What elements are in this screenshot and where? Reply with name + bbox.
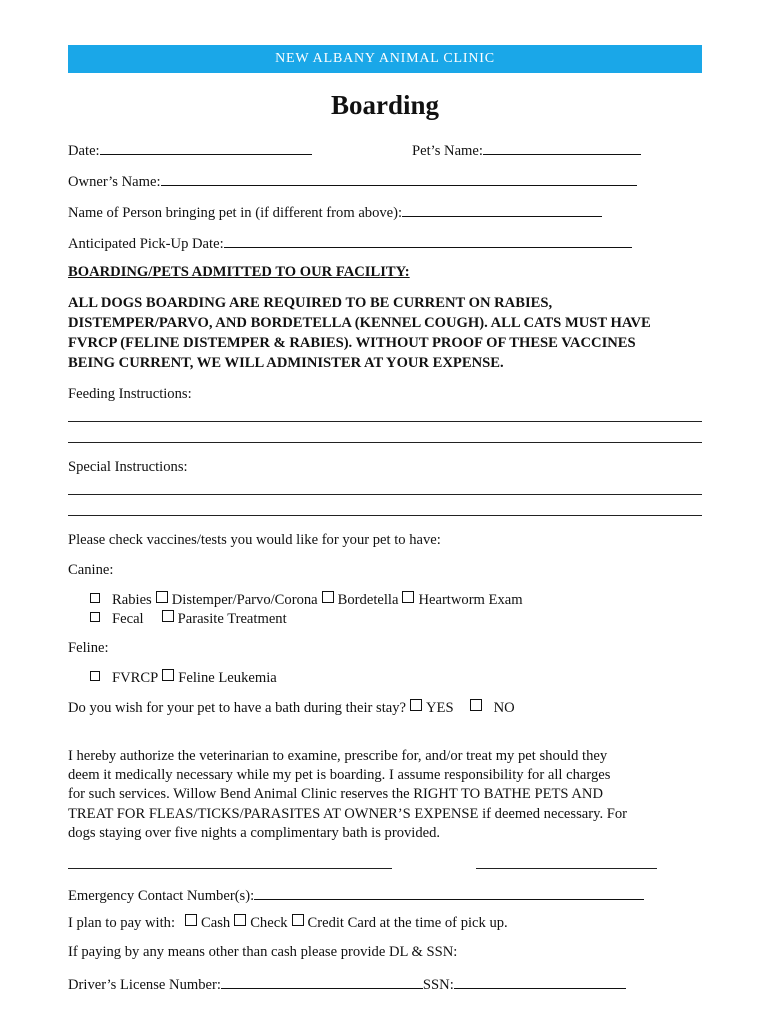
owner-name-field[interactable] bbox=[161, 171, 637, 186]
policy-line-1: ALL DOGS BOARDING ARE REQUIRED TO BE CURRENT ON RABIES, bbox=[68, 295, 553, 311]
pet-name-label: Pet’s Name: bbox=[412, 143, 483, 159]
pickup-row bbox=[68, 233, 632, 253]
person-bringing-field[interactable] bbox=[402, 202, 602, 217]
dl-ssn-row bbox=[68, 974, 626, 994]
special-line-2[interactable] bbox=[68, 515, 702, 516]
bath-no-label: NO bbox=[493, 700, 515, 716]
emergency-row bbox=[68, 885, 644, 905]
pet-name-row bbox=[412, 140, 641, 160]
person-bringing-label: Name of Person bringing pet in (if different from above): bbox=[68, 205, 403, 221]
parasite-checkbox[interactable] bbox=[162, 610, 174, 622]
cash-label: Cash bbox=[201, 915, 231, 931]
clinic-banner: NEW ALBANY ANIMAL CLINIC bbox=[68, 45, 702, 73]
feline-label: Feline: bbox=[68, 640, 109, 656]
parasite-label: Parasite Treatment bbox=[177, 611, 287, 627]
check-label: Check bbox=[250, 915, 288, 931]
date-row bbox=[68, 140, 312, 160]
owner-signature-line[interactable] bbox=[68, 868, 392, 869]
dl-label: Driver’s License Number: bbox=[68, 977, 221, 993]
bath-question: Do you wish for your pet to have a bath during their stay? bbox=[68, 700, 407, 716]
authorization-line-5: dogs staying over five nights a complimentary bath is provided. bbox=[68, 825, 441, 841]
pet-name-field[interactable] bbox=[483, 140, 641, 155]
ssn-field[interactable] bbox=[454, 974, 626, 989]
bordetella-label: Bordetella bbox=[337, 592, 399, 608]
rabies-checkbox[interactable] bbox=[90, 593, 100, 603]
bath-no-checkbox[interactable] bbox=[470, 699, 482, 711]
fvrcp-label: FVRCP bbox=[112, 670, 159, 686]
canine-label: Canine: bbox=[68, 562, 114, 578]
special-line-1[interactable] bbox=[68, 494, 702, 495]
date-field[interactable] bbox=[100, 140, 312, 155]
page-title: Boarding bbox=[330, 90, 440, 120]
fvrcp-checkbox[interactable] bbox=[90, 671, 100, 681]
emergency-label: Emergency Contact Number(s): bbox=[68, 888, 255, 904]
policy-heading: BOARDING/PETS ADMITTED TO OUR FACILITY: bbox=[68, 264, 410, 280]
authorization-line-1: I hereby authorize the veterinarian to examine, prescribe for, and/or treat my pet should they bbox=[68, 748, 608, 764]
dl-note: If paying by any means other than cash please provide DL & SSN: bbox=[68, 944, 458, 960]
special-label: Special Instructions: bbox=[68, 459, 188, 475]
payment-row bbox=[68, 914, 508, 932]
canine-options-row-2 bbox=[90, 610, 287, 628]
fecal-checkbox[interactable] bbox=[90, 612, 100, 622]
feline-options-row bbox=[90, 669, 277, 687]
authorization-line-3: for such services. Willow Bend Animal Clinic reserves the RIGHT TO BATHE PETS AND bbox=[68, 786, 603, 802]
distemper-label: Distemper/Parvo/Corona bbox=[171, 592, 318, 608]
rabies-label: Rabies bbox=[112, 592, 152, 608]
feeding-label: Feeding Instructions: bbox=[68, 386, 192, 402]
feeding-line-1[interactable] bbox=[68, 421, 702, 422]
pay-label: I plan to pay with: bbox=[68, 915, 176, 931]
feline-leukemia-label: Feline Leukemia bbox=[178, 670, 277, 686]
fecal-label: Fecal bbox=[112, 611, 144, 627]
heartworm-label: Heartworm Exam bbox=[418, 592, 523, 608]
vaccines-prompt: Please check vaccines/tests you would like for your pet to have: bbox=[68, 532, 441, 548]
canine-options-row-1 bbox=[90, 591, 523, 609]
authorization-line-2: deem it medically necessary while my pet is boarding. I assume responsibility for all charges bbox=[68, 767, 611, 783]
bath-row bbox=[68, 699, 515, 717]
heartworm-checkbox[interactable] bbox=[402, 591, 414, 603]
credit-checkbox[interactable] bbox=[292, 914, 304, 926]
credit-label: Credit Card at the time of pick up. bbox=[307, 915, 508, 931]
owner-name-row bbox=[68, 171, 637, 191]
policy-line-3: FVRCP (FELINE DISTEMPER & RABIES). WITHOUT PROOF OF THESE VACCINES bbox=[68, 335, 636, 351]
feline-leukemia-checkbox[interactable] bbox=[162, 669, 174, 681]
distemper-checkbox[interactable] bbox=[156, 591, 168, 603]
check-checkbox[interactable] bbox=[234, 914, 246, 926]
bath-yes-label: YES bbox=[426, 700, 454, 716]
feeding-line-2[interactable] bbox=[68, 442, 702, 443]
date-label: Date: bbox=[68, 143, 100, 159]
ssn-label: SSN: bbox=[422, 977, 454, 993]
dl-field[interactable] bbox=[221, 974, 423, 989]
cash-checkbox[interactable] bbox=[185, 914, 197, 926]
pickup-label: Anticipated Pick-Up Date: bbox=[68, 236, 224, 252]
policy-line-4: BEING CURRENT, WE WILL ADMINISTER AT YOUR EXPENSE. bbox=[68, 355, 504, 371]
emergency-field[interactable] bbox=[254, 885, 644, 900]
bordetella-checkbox[interactable] bbox=[322, 591, 334, 603]
authorization-line-4: TREAT FOR FLEAS/TICKS/PARASITES AT OWNER’S EXPENSE if deemed necessary. For bbox=[68, 806, 628, 822]
bath-yes-checkbox[interactable] bbox=[410, 699, 422, 711]
pickup-field[interactable] bbox=[224, 233, 632, 248]
policy-line-2: DISTEMPER/PARVO, AND BORDETELLA (KENNEL COUGH). ALL CATS MUST HAVE bbox=[68, 315, 651, 331]
person-bringing-row bbox=[68, 202, 602, 222]
signature-date-line[interactable] bbox=[476, 868, 657, 869]
owner-name-label: Owner’s Name: bbox=[68, 174, 161, 190]
